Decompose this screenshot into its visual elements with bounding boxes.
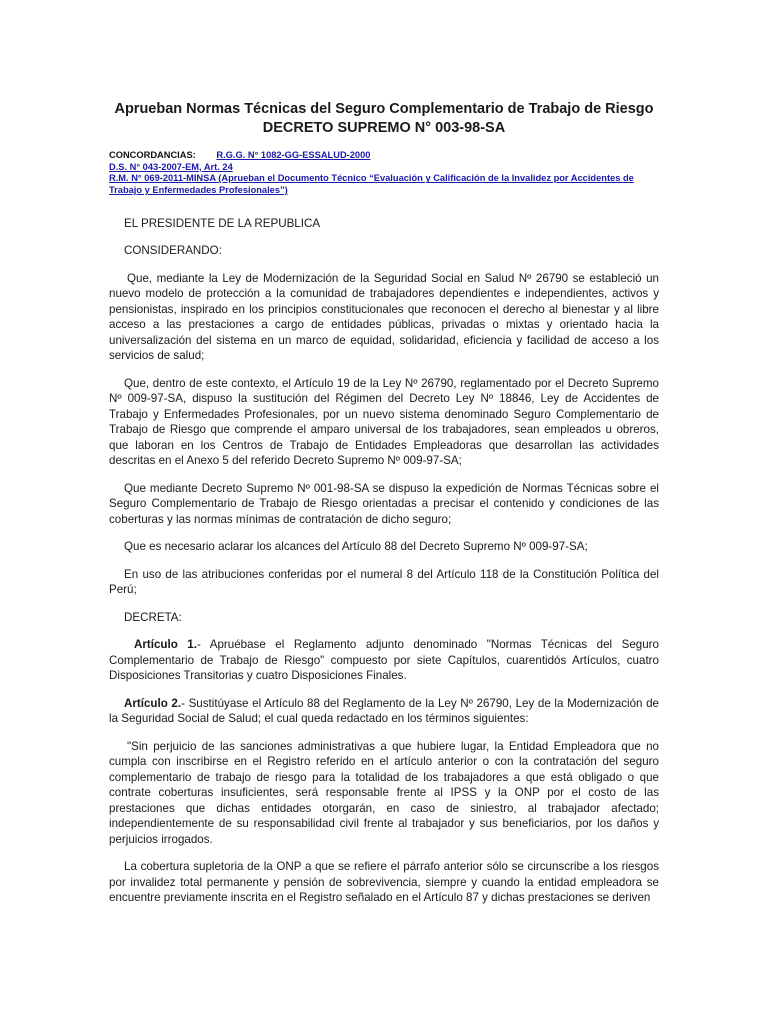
document-title: Aprueban Normas Técnicas del Seguro Complementario de Trabajo de Riesgo [114, 101, 654, 117]
paragraph-3: Que mediante Decreto Supremo Nº 001-98-SA se dispuso la expedición de Normas Técnicas sobre el Seguro Complementario de Trabajo de Riesgo orientadas a precisar el contenido y condiciones de las coberturas y las normas mínimas de contratación de dicho seguro; [109, 481, 659, 526]
article-2-label: Artículo 2. [124, 696, 182, 710]
concordancia-link-2[interactable]: D.S. N° 043-2007-EM, Art. 24 [109, 161, 233, 172]
article-1-label: Artículo 1. [134, 638, 197, 652]
concordancia-link-1[interactable]: R.G.G. N° 1082-GG-ESSALUD-2000 [216, 150, 371, 160]
presidente-heading: EL PRESIDENTE DE LA REPUBLICA [124, 216, 321, 230]
document-page [109, 100, 659, 906]
paragraph-2: Que, dentro de este contexto, el Artículo 19 de la Ley Nº 26790, reglamentado por el Decreto Supremo Nº 009-97-SA, dispuso la sustitución del Régimen del Decreto Ley Nº 18846, Ley de Accidentes de Trabajo y Enfermedades Profesionales, por un nuevo sistema denominado Seguro Complementario de Trabajo de Riesgo que comprende el amparo universal de los trabajadores, sean empleados u obreros, que laboran en los Centros de Trabajo de Entidades Empleadoras que desarrollan las actividades descritas en el Anexo 5 del referido Decreto Supremo Nº 009-97-SA; [109, 376, 659, 468]
article-2 [109, 696, 659, 727]
article-1 [109, 637, 659, 684]
concordancias-label: CONCORDANCIAS: [109, 150, 196, 160]
article-1-text: - Apruébase el Reglamento adjunto denominado "Normas Técnicas del Seguro Complementario de Trabajo de Riesgo" compuesto por siete Capítulos, cuarentidós Artículos, cuatro Disposiciones Transitorias y cuatro Disposiciones Finales. [109, 638, 659, 683]
decreta-heading: DECRETA: [124, 610, 182, 624]
paragraph-4: Que es necesario aclarar los alcances del Artículo 88 del Decreto Supremo Nº 009-97-SA; [124, 540, 588, 554]
concordancias-block [109, 150, 659, 197]
decree-number: DECRETO SUPREMO N° 003-98-SA [262, 120, 506, 136]
concordancia-link-3[interactable]: R.M. N° 069-2011-MINSA (Aprueban el Documento Técnico “Evaluación y Calificación de la Invalidez por Accidentes de Trabajo y Enfermedades Profesionales”) [109, 173, 634, 196]
article-88-quote: "Sin perjuicio de las sanciones administrativas a que hubiere lugar, la Entidad Empleadora que no cumpla con inscribirse en el Registro referido en el artículo anterior o con la contratación del seguro complementario de trabajo de riesgo para la totalidad de los trabajadores a que está obligado o que contrate coberturas insuficientes, será responsable frente al IPSS y la ONP por el costo de las prestaciones que dichas entidades otorgarán, en caso de siniestro, al trabajador afectado; independientemente de su responsabilidad civil frente al trabajador y sus beneficiarios, por los daños y perjuicios irrogados. [109, 739, 659, 846]
considerando-heading: CONSIDERANDO: [124, 244, 222, 258]
paragraph-5: En uso de las atribuciones conferidas por el numeral 8 del Artículo 118 de la Constitución Política del Perú; [109, 567, 659, 597]
paragraph-cobertura: La cobertura supletoria de la ONP a que se refiere el párrafo anterior sólo se circunscribe a los riesgos por invalidez total permanente y pensión de sobrevivencia, siempre y cuando la entidad empleadora se encuentre previamente inscrita en el Registro señalado en el Artículo 87 y dichas prestaciones se deriven [109, 860, 659, 905]
paragraph-1: Que, mediante la Ley de Modernización de la Seguridad Social en Salud Nº 26790 se estableció un nuevo modelo de protección a la comunidad de trabajadores dependientes e independientes, activos y pensionistas, inspirado en los principios constitucionales que reconocen el derecho al bienestar y al libre acceso a las prestaciones a cargo de entidades públicas, privadas o mixtas y orientado hacia la universalización del sistema en un marco de equidad, solidaridad, eficiencia y facilidad de acceso a los servicios de salud; [109, 271, 659, 363]
article-2-text: - Sustitúyase el Artículo 88 del Reglamento de la Ley Nº 26790, Ley de la Modernización de la Seguridad Social de Salud; el cual queda redactado en los términos siguientes: [109, 696, 659, 726]
